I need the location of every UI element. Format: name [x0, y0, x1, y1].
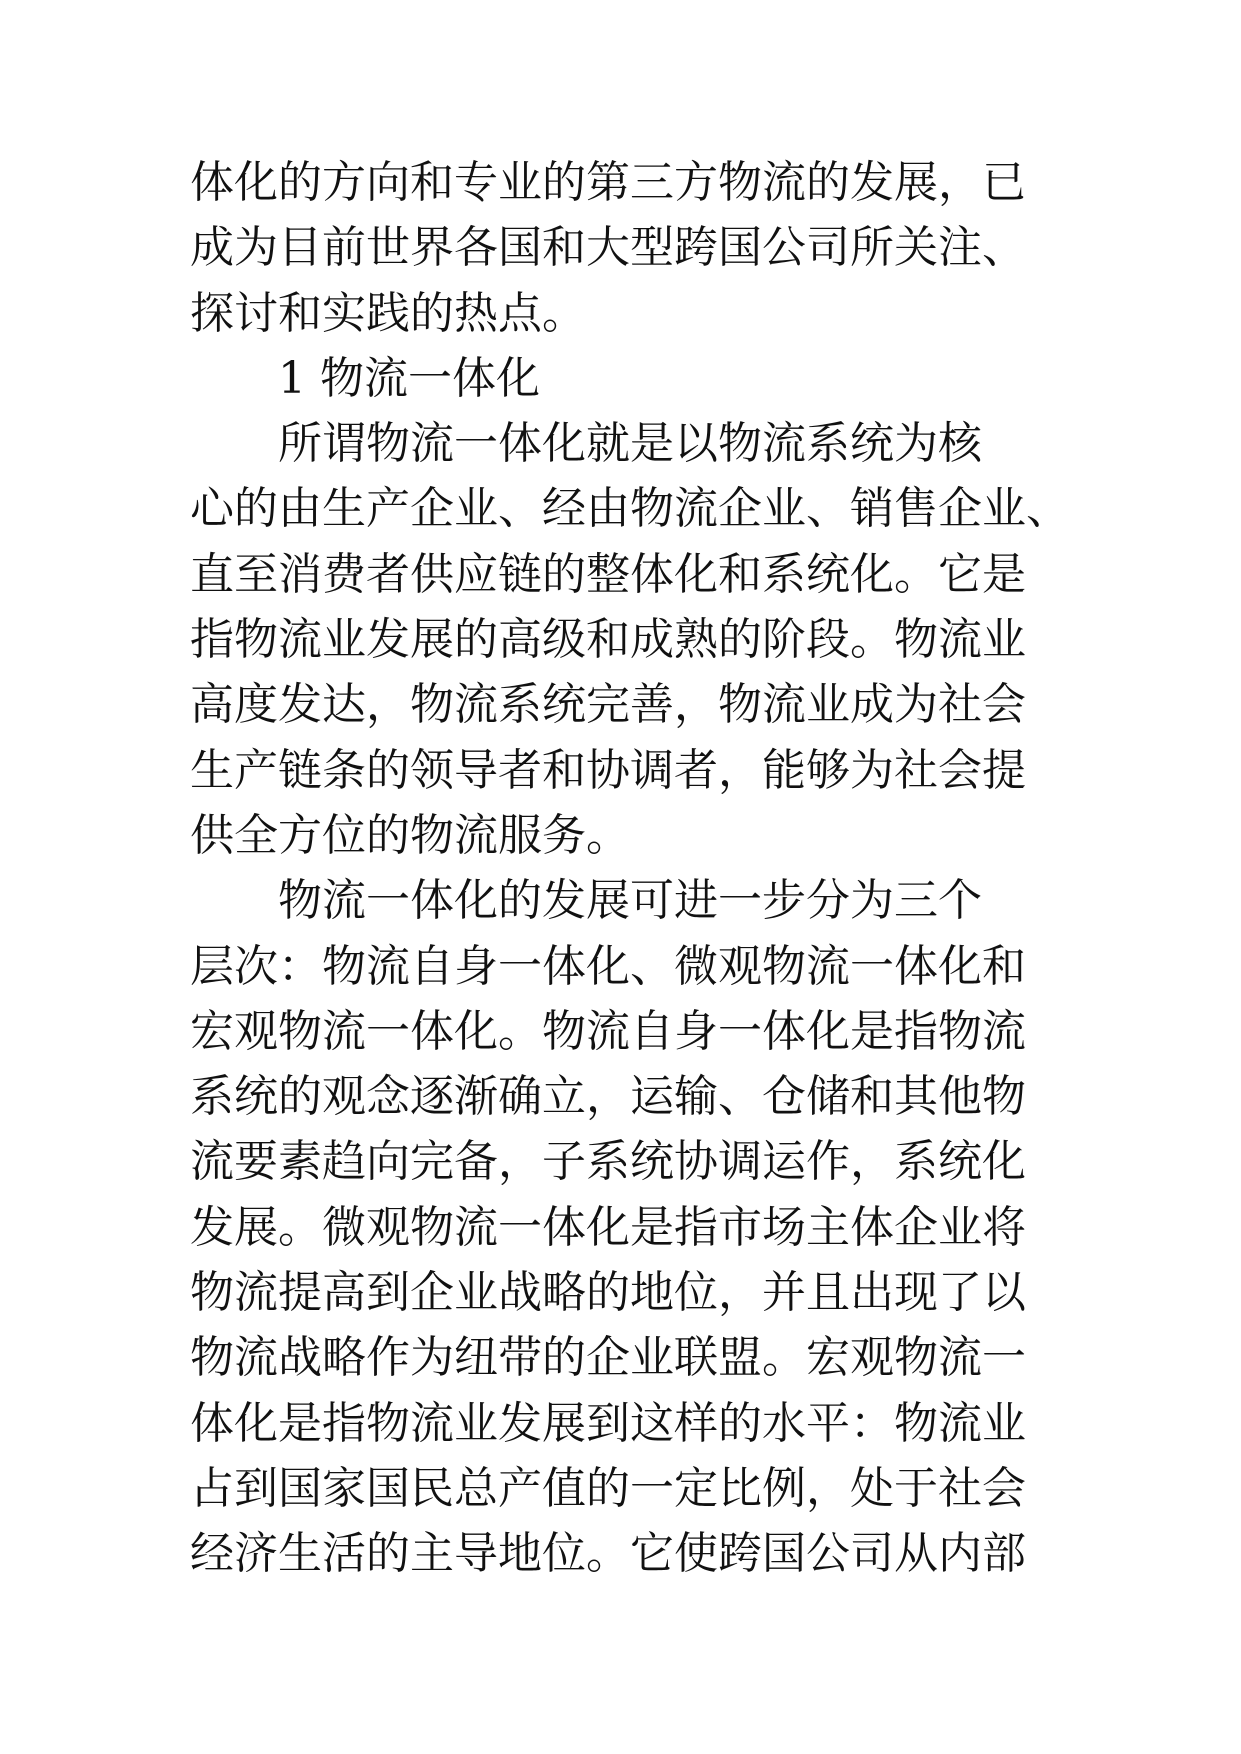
section-heading: 1 物流一体化	[278, 352, 540, 404]
text-line: 流要素趋向完备，子系统协调运作，系统化	[190, 1136, 1026, 1188]
text-line: 探讨和实践的热点。	[190, 287, 586, 339]
text-line: 物流一体化的发展可进一步分为三个	[278, 875, 982, 927]
text-line: 经济生活的主导地位。它使跨国公司从内部	[190, 1528, 1026, 1580]
text-line: 供全方位的物流服务。	[190, 809, 630, 861]
text-line: 发展。微观物流一体化是指市场主体企业将	[190, 1201, 1026, 1253]
text-line: 物流战略作为纽带的企业联盟。宏观物流一	[190, 1332, 1026, 1384]
text-line: 层次：物流自身一体化、微观物流一体化和	[190, 940, 1026, 992]
text-line: 所谓物流一体化就是以物流系统为核	[278, 418, 982, 470]
text-line: 成为目前世界各国和大型跨国公司所关注、	[190, 222, 1026, 274]
text-line: 占到国家国民总产值的一定比例，处于社会	[190, 1462, 1026, 1514]
text-line: 宏观物流一体化。物流自身一体化是指物流	[190, 1005, 1026, 1057]
text-line: 体化是指物流业发展到这样的水平：物流业	[190, 1397, 1026, 1449]
text-line: 心的由生产企业、经由物流企业、销售企业、	[190, 483, 1070, 535]
text-line: 系统的观念逐渐确立，运输、仓储和其他物	[190, 1071, 1026, 1123]
text-line: 指物流业发展的高级和成熟的阶段。物流业	[190, 614, 1026, 666]
text-line: 体化的方向和专业的第三方物流的发展，已	[190, 157, 1026, 208]
text-line: 高度发达，物流系统完善，物流业成为社会	[190, 679, 1026, 731]
text-line: 生产链条的领导者和协调者，能够为社会提	[190, 744, 1026, 796]
text-line: 直至消费者供应链的整体化和系统化。它是	[190, 548, 1026, 600]
text-line: 物流提高到企业战略的地位，并且出现了以	[190, 1267, 1026, 1319]
body-text	[190, 150, 1070, 1587]
